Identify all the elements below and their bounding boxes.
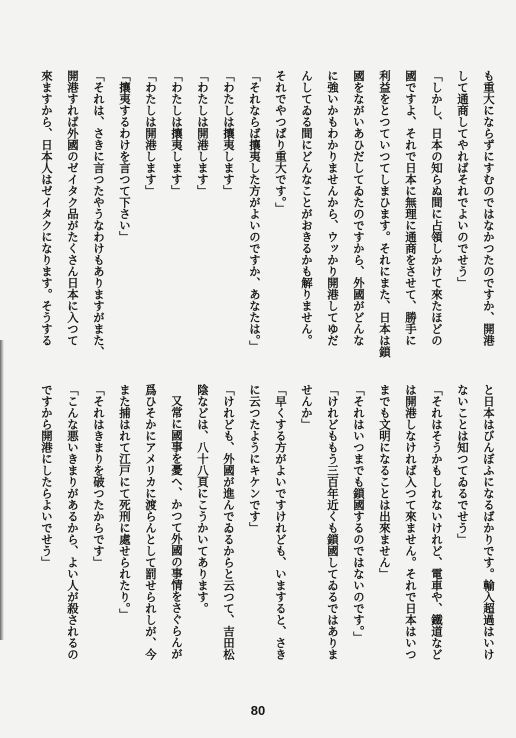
text-column: 「けれども、外國が進んでゐるからと云つて、吉田松 [222, 384, 236, 660]
text-column: それでやつぱり重大です。」 [274, 70, 288, 214]
text-column: 「それはきまりを破つたからです」 [92, 384, 106, 568]
text-column: 「それは、さきに言つたやうなわけもありますがまた、 [92, 70, 106, 358]
text-column: も重大にならずにすむのではなかつたのですか、開港 [482, 70, 496, 346]
text-column: と日本はびんぼふになるばかりです。輸入超過はいけ [482, 384, 496, 660]
page-number: 80 [250, 703, 266, 718]
quoted-text-column: 爲ひそかにアメリカに渡らんとして罰せられしが、今 [144, 384, 158, 660]
text-column: 「それはそうかもしれないけれど、電車や、鐵道など [430, 384, 444, 660]
text-column: して通商してやればそれでよいのでせう」 [456, 70, 470, 289]
text-column: 「早くする方がよいですけれども、いますると、さき [274, 384, 288, 660]
text-column: に強いかもわかりませんから、ウッかり開港してゆだ [326, 70, 340, 346]
text-column: 利益をとつていつてしまひます。それにまた、日本は鎖 [378, 70, 392, 358]
text-column: 「わたしは攘夷します」 [222, 70, 236, 197]
text-column: 「それならば攘夷した方がよいのですか、あなたは。」 [248, 70, 262, 352]
upper-text-block [34, 70, 502, 360]
text-column: 「けれどももう三百年近くも鎖國してゐるではありま [326, 384, 340, 660]
text-column: 「わたしは攘夷します」 [170, 70, 184, 197]
text-column: 開港すれば外國のゼイタク品がたくさん日本に入つて [66, 70, 80, 346]
quoted-text-column: また捕はれて江戸にて死刑に處せられたり。」 [118, 384, 132, 620]
lower-text-block [34, 384, 502, 674]
text-column: 「こんな悪いきまりがあるから、よい人が殺されるの [66, 384, 80, 660]
text-column: に云つたようにキケンです」 [248, 384, 262, 534]
text-column: 國ですよ、それで日本に無理に通商をさせて、勝手に [404, 70, 418, 346]
text-column: 「わたしは開港します」 [196, 70, 210, 197]
text-column: せんか」 [300, 384, 314, 430]
binding-edge-shadow [0, 340, 4, 640]
text-column: 國をながいあひだしてゐたのですから、外國がどんな [352, 70, 366, 346]
text-column: ですから開港にしたらよいでせう」 [40, 384, 54, 568]
text-column: 「わたしは開港します」 [144, 70, 158, 197]
text-column: 「それはいつまでも鎖國するのではないのです。」 [352, 384, 366, 643]
text-column: ないことは知つてゐるでせう」 [456, 384, 470, 545]
text-column: んしてゐる間にどんなことがおきるかも解りません。 [300, 70, 314, 346]
text-column: までも文明になることは出來ません」 [378, 384, 392, 580]
text-column: 陰などは、八十八頁にこうかいてあります。 [196, 384, 210, 614]
text-column: は開港しなければ入つて來ません。それで日本はいつ [404, 384, 418, 660]
quoted-text-column: 又常に國事を憂へ、かつて外國の事情をさぐらんが [170, 395, 184, 660]
text-column: 來ますから、日本人はゼイタクになります。そうする [40, 70, 54, 346]
text-column: 「しかし、日本の知らぬ間に占領しかけて來たほどの [430, 70, 444, 346]
text-column: 「攘夷するわけを言つて下さい」 [118, 70, 132, 243]
